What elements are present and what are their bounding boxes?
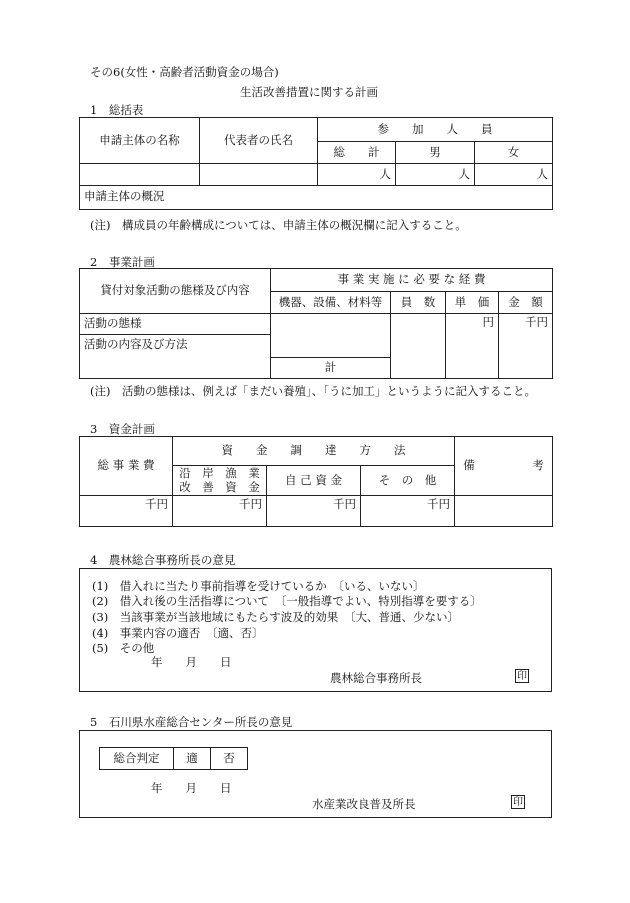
applicant-overview-cell[interactable]: 申請主体の概況 <box>80 186 553 210</box>
opinion-item-2: (2) 借入れ後の生活指導について 〔一般指導でよい、特別指導を要する〕 <box>92 594 482 608</box>
section-2-note: (注) 活動の態様は、例えば「まだい養殖」、「うに加工」というように記入すること。 <box>90 384 536 398</box>
representative-name-header: 代表者の氏名 <box>200 118 318 164</box>
members-header: 参 加 人 員 <box>318 118 553 142</box>
total-cost-header: 総 事 業 費 <box>80 437 173 496</box>
amount-cell[interactable]: 千円 <box>499 314 553 379</box>
opinion-item-1: (1) 借入れに当たり事前指導を受けているか 〔いる、いない〕 <box>92 579 425 593</box>
remarks-header: 備 考 <box>455 437 553 496</box>
judgement-label: 総合判定 <box>100 748 174 770</box>
section-1-heading: 1 総括表 <box>90 103 144 117</box>
male-header: 男 <box>396 142 475 164</box>
office-opinion-box <box>79 568 552 692</box>
equipment-header: 機器、設備、材料等 <box>271 292 391 314</box>
total-cost-cell[interactable]: 千円 <box>80 496 173 527</box>
equipment-cell[interactable] <box>271 314 391 358</box>
page-title: 生活改善措置に関する計画 <box>240 85 378 99</box>
own-fund-cell[interactable]: 千円 <box>267 496 361 527</box>
judgement-table <box>99 747 248 770</box>
office-chief-signer: 農林総合事務所長 <box>330 671 422 685</box>
quantity-header: 員 数 <box>391 292 446 314</box>
office-opinion-date: 年 月 日 <box>151 655 232 669</box>
cost-total-label: 計 <box>271 358 391 379</box>
section-1-note: (注) 構成員の年齢構成については、申請主体の概況欄に記入すること。 <box>90 218 467 232</box>
activity-content-cell[interactable]: 活動の内容及び方法 <box>80 335 271 379</box>
opinion-item-4: (4) 事業内容の適否 〔適、否〕 <box>92 626 264 640</box>
total-header: 総 計 <box>318 142 396 164</box>
other-fund-cell[interactable]: 千円 <box>361 496 455 527</box>
amount-header: 金 額 <box>499 292 553 314</box>
coastal-fund-header-line2: 改 善 資 金 <box>179 479 260 494</box>
remarks-cell[interactable] <box>455 496 553 527</box>
other-fund-header: そ の 他 <box>361 466 455 496</box>
male-count-cell[interactable]: 人 <box>396 164 475 186</box>
coastal-fund-header-line1: 沿 岸 漁 業 <box>179 466 260 481</box>
form-number: その6(女性・高齢者活動資金の場合) <box>90 65 279 79</box>
section-3-heading: 3 資金計画 <box>90 422 155 436</box>
unit-price-header: 単 価 <box>446 292 499 314</box>
activity-header: 貸付対象活動の態様及び内容 <box>80 269 271 314</box>
center-chief-signer: 水産業改良普及所長 <box>312 797 416 811</box>
seal-icon: 印 <box>513 797 523 808</box>
center-opinion-date: 年 月 日 <box>151 781 232 795</box>
representative-name-cell[interactable] <box>200 164 318 186</box>
funding-plan-table <box>79 436 553 527</box>
female-count-cell[interactable]: 人 <box>475 164 553 186</box>
own-fund-header: 自 己 資 金 <box>267 466 361 496</box>
judgement-ok-option[interactable]: 適 <box>174 748 211 770</box>
activity-mode-cell[interactable]: 活動の態様 <box>80 314 271 335</box>
total-count-cell[interactable]: 人 <box>318 164 396 186</box>
applicant-name-header: 申請主体の名称 <box>80 118 200 164</box>
section-2-heading: 2 事業計画 <box>90 255 155 269</box>
coastal-fund-header <box>173 466 267 496</box>
judgement-ng-option[interactable]: 否 <box>211 748 248 770</box>
business-plan-table <box>79 268 553 379</box>
applicant-name-cell[interactable] <box>80 164 200 186</box>
quantity-cell[interactable] <box>391 314 446 379</box>
coastal-fund-cell[interactable]: 千円 <box>173 496 267 527</box>
female-header: 女 <box>475 142 553 164</box>
seal-icon: 印 <box>517 671 527 682</box>
summary-table <box>79 117 553 210</box>
section-5-heading: 5 石川県水産総合センター所長の意見 <box>90 715 293 729</box>
funding-method-header: 資 金 調 達 方 法 <box>173 437 455 466</box>
costs-header: 事 業 実 施 に 必 要 な 経 費 <box>271 269 553 292</box>
section-4-heading: 4 農林総合事務所長の意見 <box>90 553 236 567</box>
opinion-item-3: (3) 当該事業が当該地域にもたらす波及的効果 〔大、普通、少ない〕 <box>92 610 460 624</box>
center-opinion-box <box>79 730 552 818</box>
opinion-item-5: (5) その他 <box>92 641 155 655</box>
unit-price-cell[interactable]: 円 <box>446 314 499 379</box>
